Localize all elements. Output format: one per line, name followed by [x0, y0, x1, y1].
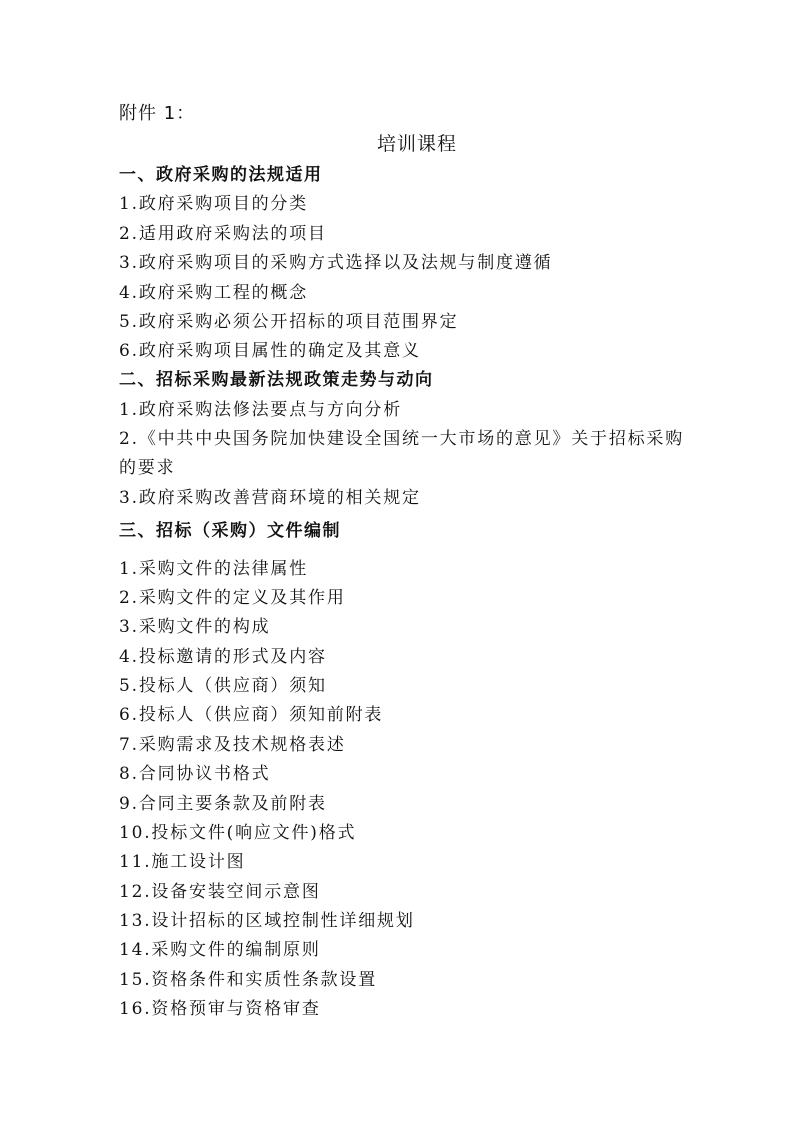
list-item: 4.投标邀请的形式及内容: [119, 647, 327, 667]
list-item: 1.政府采购项目的分类: [119, 194, 309, 214]
list-item: 3.政府采购项目的采购方式选择以及法规与制度遵循: [119, 253, 553, 273]
section-heading-2: 二、招标采购最新法规政策走势与动向: [119, 370, 434, 390]
list-item: 5.投标人（供应商）须知: [119, 676, 327, 696]
list-item-continuation: 的要求: [119, 458, 176, 478]
list-item: 3.采购文件的构成: [119, 617, 271, 637]
list-item: 7.采购需求及技术规格表述: [119, 735, 346, 755]
list-item: 12.设备安装空间示意图: [119, 882, 321, 902]
list-item: 10.投标文件(响应文件)格式: [119, 823, 357, 843]
list-item: 2.适用政府采购法的项目: [119, 224, 327, 244]
list-item: 14.采购文件的编制原则: [119, 940, 321, 960]
list-item: 6.投标人（供应商）须知前附表: [119, 705, 384, 725]
list-item: 1.政府采购法修法要点与方向分析: [119, 400, 403, 420]
list-item: 1.采购文件的法律属性: [119, 559, 309, 579]
list-item: 2.采购文件的定义及其作用: [119, 588, 346, 608]
list-item: 4.政府采购工程的概念: [119, 283, 309, 303]
list-item: 8.合同协议书格式: [119, 764, 271, 784]
list-item: 16.资格预审与资格审查: [119, 999, 321, 1019]
list-item: 3.政府采购改善营商环境的相关规定: [119, 488, 421, 508]
list-item: 9.合同主要条款及前附表: [119, 794, 327, 814]
list-item: 6.政府采购项目属性的确定及其意义: [119, 341, 421, 361]
attachment-label: 附件 1：: [119, 103, 196, 124]
list-item: 15.资格条件和实质性条款设置: [119, 970, 378, 990]
section-heading-1: 一、政府采购的法规适用: [119, 165, 323, 185]
list-item: 5.政府采购必须公开招标的项目范围界定: [119, 312, 459, 332]
section-heading-3: 三、招标（采购）文件编制: [119, 521, 341, 541]
list-item: 13.设计招标的区域控制性详细规划: [119, 911, 415, 931]
list-item: 2.《中共中央国务院加快建设全国统一大市场的意见》关于招标采购: [119, 429, 685, 449]
page-title: 培训课程: [376, 133, 457, 155]
list-item: 11.施工设计图: [119, 852, 246, 872]
